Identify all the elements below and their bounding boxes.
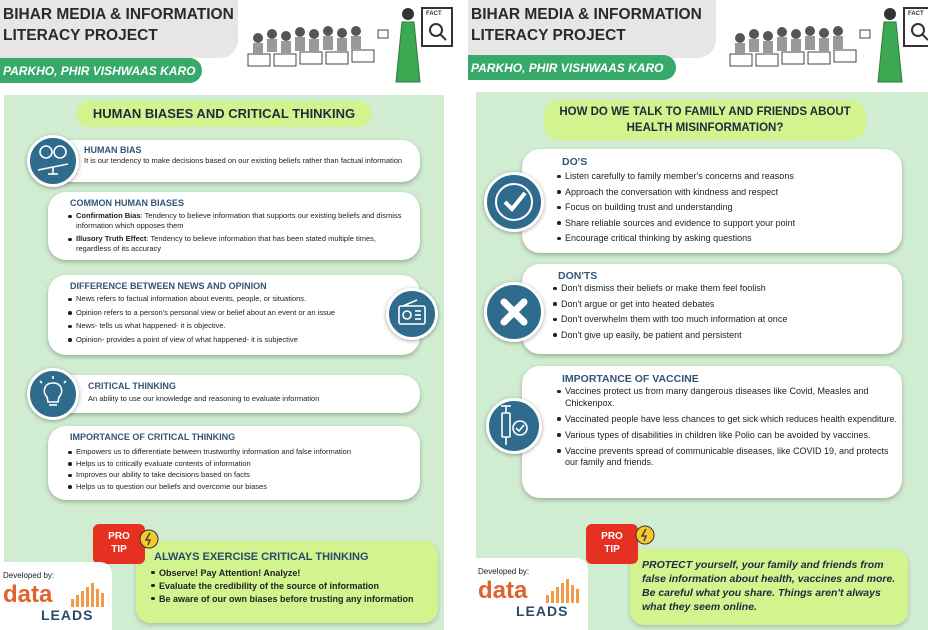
project-title <box>468 0 716 58</box>
dos-card <box>522 149 902 253</box>
fact-board-label: FACT <box>908 11 924 17</box>
common-biases-card <box>48 192 420 260</box>
pro-tip-line-2: TIP <box>604 544 620 555</box>
donts-card <box>522 264 902 354</box>
pro-tip-line-1: PRO <box>601 531 623 542</box>
importance-list <box>67 447 409 492</box>
donts-list <box>552 283 896 341</box>
list-item: Various types of disabilities in children like Polio can be avoided by vaccines. <box>556 430 898 442</box>
card-title: HUMAN BIAS <box>84 145 142 155</box>
tip-box <box>136 541 438 623</box>
section-heading: HUMAN BIASES AND CRITICAL THINKING <box>76 101 372 127</box>
lightbulb-icon <box>138 528 160 550</box>
vaccine-syringe-icon <box>486 398 542 454</box>
lightbulb-icon <box>634 524 656 546</box>
lightbulb-icon <box>27 368 79 420</box>
news-opinion-list <box>67 294 367 345</box>
list-item: Don't dismiss their beliefs or make them feel foolish <box>552 283 896 294</box>
project-title <box>0 0 238 58</box>
list-item: Don't overwhelm them with too much information at once <box>552 314 896 325</box>
list-item: Opinion refers to a person's personal view or belief about an event or an issue <box>67 308 367 318</box>
card-title: DIFFERENCE BETWEEN NEWS AND OPINION <box>70 281 267 291</box>
list-item: Vaccines protect us from many dangerous diseases like Covid, Measles and Chickenpox. <box>556 386 898 409</box>
list-item: Vaccinated people have less chances to get sick which reduces health expenditure. <box>556 414 898 426</box>
human-bias-card <box>48 140 420 182</box>
vaccine-list <box>556 386 898 469</box>
right-poster <box>468 0 928 630</box>
classroom-illustration <box>724 4 928 86</box>
list-item: News refers to factual information about events, people, or situations. <box>67 294 367 304</box>
list-item: Be aware of our own biases before trusting any information <box>150 593 430 605</box>
list-item: Vaccine prevents spread of communicable diseases, like COVID 19, and protects our family and friends. <box>556 446 898 469</box>
list-item: Opinion- provides a point of view of what happened- it is subjective <box>67 335 367 345</box>
card-title: COMMON HUMAN BIASES <box>70 198 184 208</box>
tip-box <box>630 549 908 625</box>
card-text: It is our tendency to make decisions based on our existing beliefs rather than factual information <box>84 156 403 165</box>
pro-tip-line-2: TIP <box>111 544 127 555</box>
heading-line-2: HEALTH MISINFORMATION? <box>626 122 784 134</box>
common-biases-list <box>67 211 409 254</box>
card-title: DON'TS <box>558 270 598 282</box>
list-item: News- tells us what happened- it is objective. <box>67 321 367 331</box>
slogan-banner: PARKHO, PHIR VISHWAAS KARO <box>0 58 202 83</box>
data-leads-logo <box>468 558 588 630</box>
list-item: Empowers us to differentiate between trustworthy information and false information <box>67 447 409 457</box>
list-item: Evaluate the credibility of the source of information <box>150 580 430 592</box>
critical-thinking-card <box>48 375 420 413</box>
card-title: DO'S <box>562 156 588 168</box>
cross-icon <box>484 282 544 342</box>
section-heading <box>544 100 866 140</box>
list-item: Illusory Truth Effect: Tendency to believe information that has been stated multiple times, regardless of its accuracy <box>67 234 409 254</box>
list-item: Helps us to critically evaluate contents of information <box>67 459 409 469</box>
importance-card <box>48 426 420 500</box>
list-item: Confirmation Bias: Tendency to believe information that supports our existing beliefs and dismiss information which opposes them <box>67 211 409 231</box>
title-line-1: BIHAR MEDIA & INFORMATION <box>471 6 702 23</box>
logo-word-leads: LEADS <box>41 607 94 623</box>
checkmark-icon <box>484 172 544 232</box>
card-title: IMPORTANCE OF VACCINE <box>562 373 699 385</box>
radio-icon <box>386 288 438 340</box>
list-item: Approach the conversation with kindness and respect <box>556 187 896 198</box>
logo-word-leads: LEADS <box>516 603 569 619</box>
logo-word-data: data <box>3 581 53 608</box>
list-item: Observe! Pay Attention! Analyze! <box>150 567 430 579</box>
list-item: Encourage critical thinking by asking questions <box>556 233 896 244</box>
tip-list <box>150 567 430 605</box>
card-title: CRITICAL THINKING <box>88 381 176 391</box>
list-item: Helps us to question our beliefs and overcome our biases <box>67 482 409 492</box>
balance-scale-icon <box>27 135 79 187</box>
dos-list <box>556 171 896 244</box>
list-item: Share reliable sources and evidence to support your point <box>556 218 896 229</box>
logo-word-data: data <box>478 577 528 604</box>
data-leads-logo <box>0 562 112 630</box>
pro-tip-line-1: PRO <box>108 531 130 542</box>
bar-chart-icon <box>546 579 586 603</box>
list-item: Don't argue or get into heated debates <box>552 299 896 310</box>
slogan-banner: PARKHO, PHIR VISHWAAS KARO <box>468 55 676 80</box>
list-item: Focus on building trust and understanding <box>556 202 896 213</box>
developed-by-label: Developed by: <box>3 571 55 580</box>
news-opinion-card <box>48 275 420 355</box>
fact-board-label: FACT <box>426 11 442 17</box>
list-item: Don't give up easily, be patient and persistent <box>552 330 896 341</box>
tip-heading: ALWAYS EXERCISE CRITICAL THINKING <box>154 551 369 563</box>
left-poster <box>0 0 460 630</box>
bar-chart-icon <box>71 583 111 607</box>
heading-line-1: HOW DO WE TALK TO FAMILY AND FRIENDS ABOUT <box>559 106 851 118</box>
tip-text: PROTECT yourself, your family and friends from false information about health, vaccines and more. Be careful what you share. Things aren't always what they seem online. <box>642 559 896 613</box>
vaccine-card <box>522 366 902 498</box>
title-line-1: BIHAR MEDIA & INFORMATION <box>3 6 234 23</box>
title-line-2: LITERACY PROJECT <box>3 27 158 44</box>
list-item: Listen carefully to family member's concerns and reasons <box>556 171 896 182</box>
title-line-2: LITERACY PROJECT <box>471 27 626 44</box>
list-item: Improves our ability to take decisions based on facts <box>67 470 409 480</box>
card-title: IMPORTANCE OF CRITICAL THINKING <box>70 432 236 442</box>
pro-tip-badge <box>586 524 638 564</box>
developed-by-label: Developed by: <box>478 567 530 576</box>
card-text: An ability to use our knowledge and reasoning to evaluate information <box>88 394 320 403</box>
